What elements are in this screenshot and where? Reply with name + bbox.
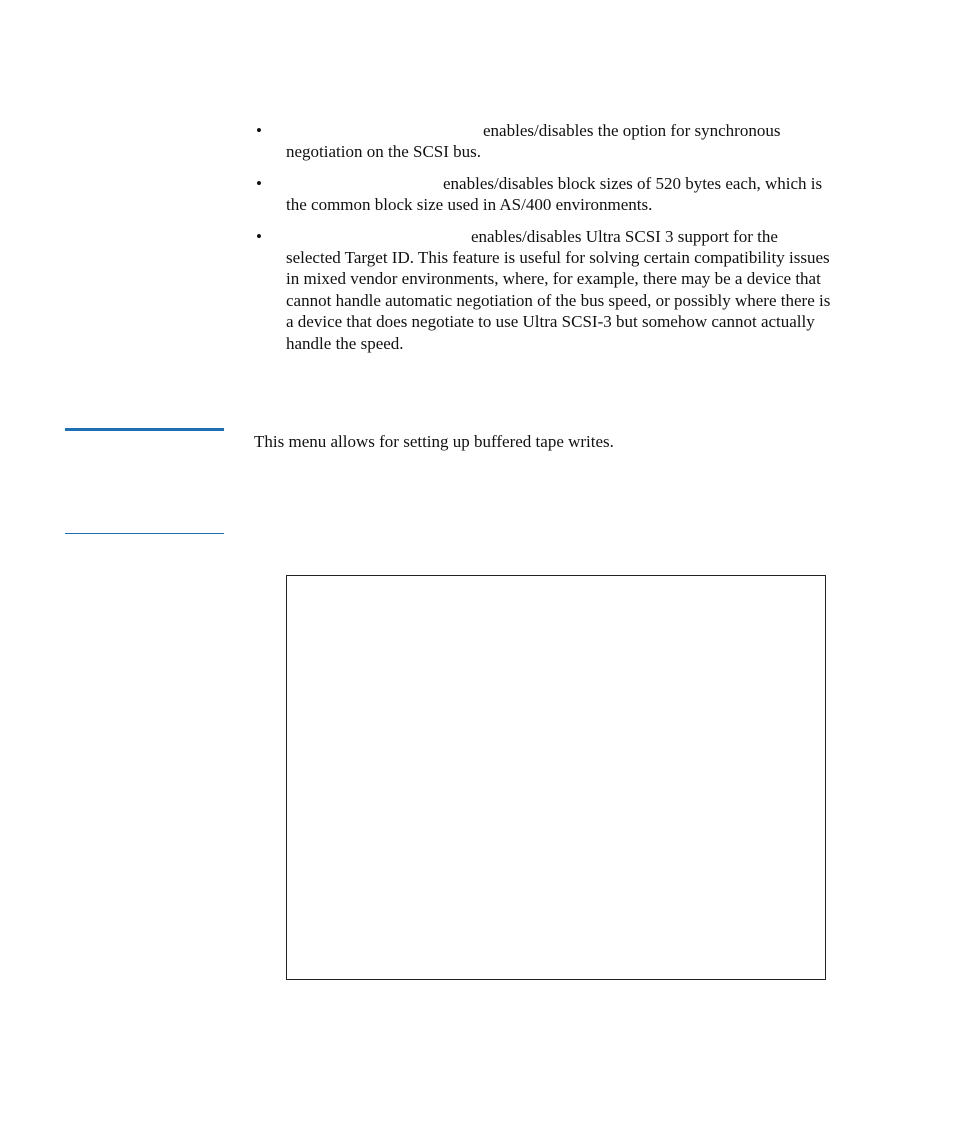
- bullet-520-block-size: [254, 173, 834, 216]
- bullet-icon: •: [256, 226, 262, 246]
- bullet-sync-negotiation: [254, 120, 834, 163]
- bullet-text: enables/disables Ultra SCSI 3 support for the selected Target ID. This feature is useful for solving certain compatibility issues in mixed vendor environments, where, for example, there may be a device that cannot handle automatic negotiation of the bus speed, or possibly where there is a device that does negotiate to use Ultra SCSI-3 but somehow cannot actually handle the speed.: [286, 226, 831, 353]
- section-intro-text: This menu allows for setting up buffered tape writes.: [254, 432, 614, 451]
- bullet-text: enables/disables block sizes of 520 bytes each, which is the common block size used in AS/400 environments.: [286, 173, 823, 215]
- section-heading-rule: [65, 428, 224, 431]
- bullet-icon: •: [256, 121, 262, 140]
- bullet-text: enables/disables the option for synchronous negotiation on the SCSI bus.: [286, 121, 781, 162]
- figure-heading-rule: [65, 533, 224, 534]
- bullet-icon: •: [256, 173, 262, 193]
- menu-screenshot-frame: [286, 575, 826, 980]
- option-bullet-list: [254, 120, 834, 364]
- bullet-ultra-scsi-3: [254, 226, 834, 354]
